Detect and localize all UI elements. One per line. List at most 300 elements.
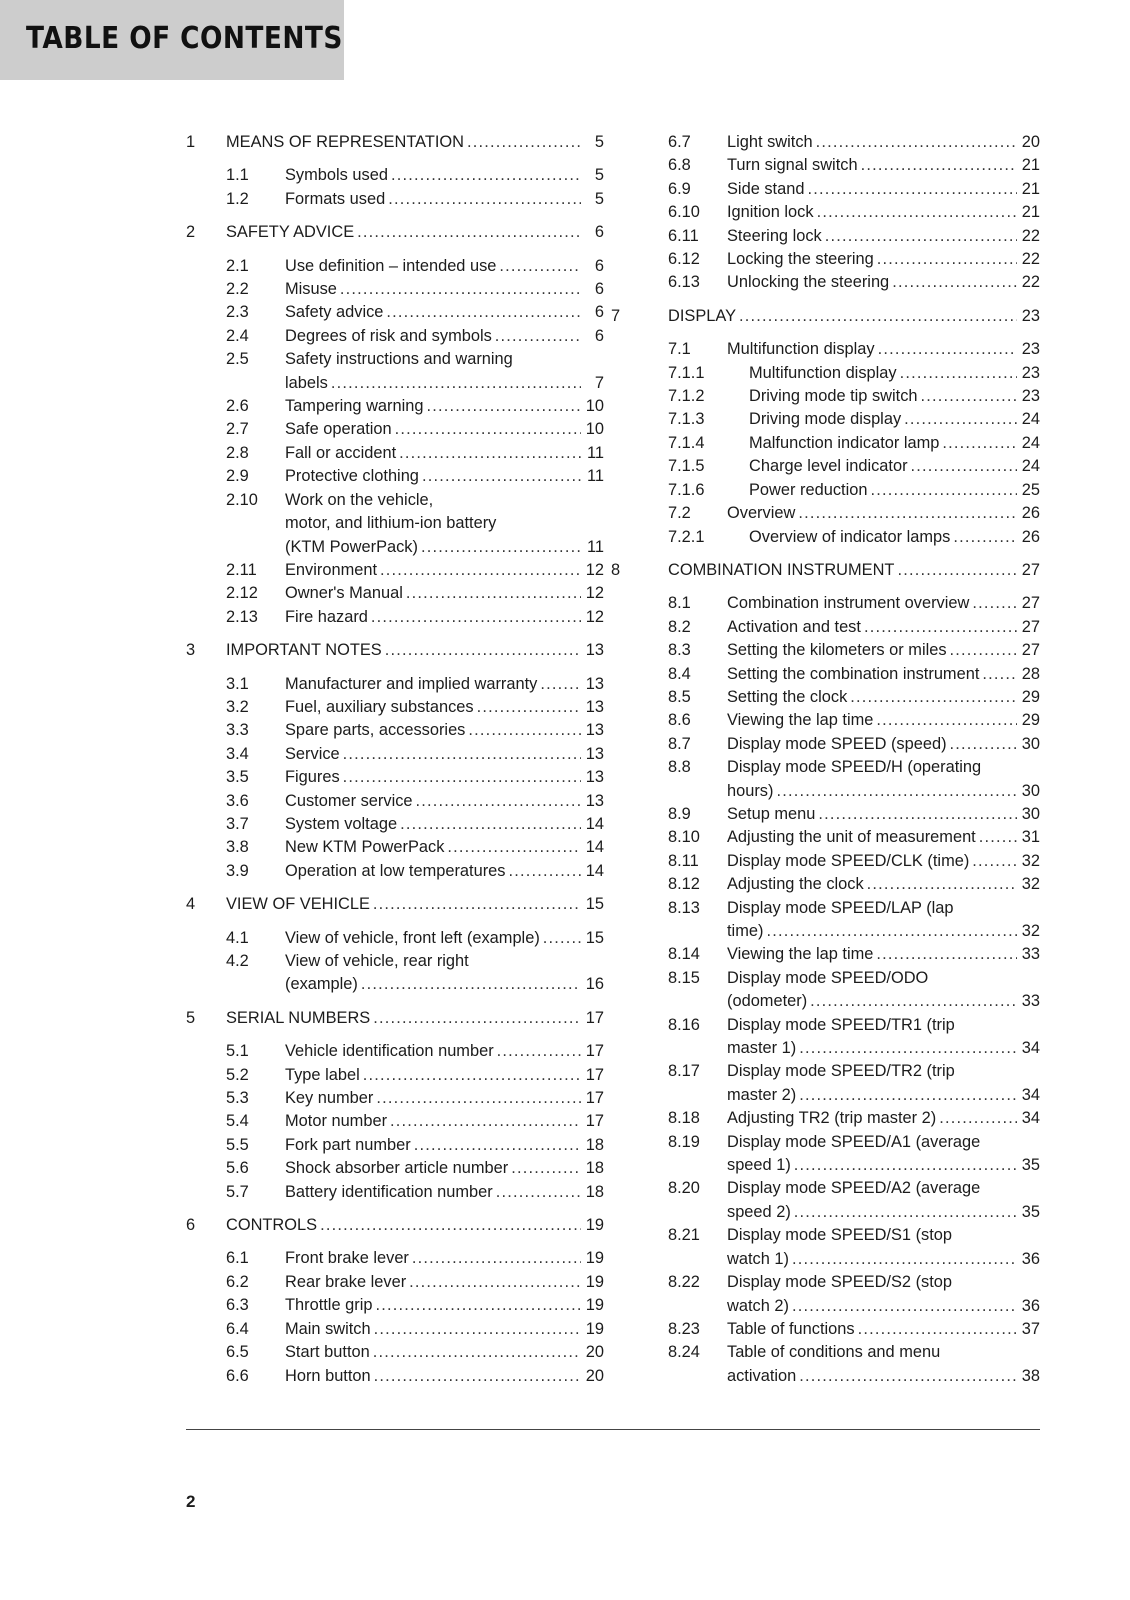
toc-entry-number: 3.2	[226, 697, 249, 716]
toc-entry[interactable]	[611, 733, 1040, 756]
toc-page-number: 12	[585, 560, 604, 579]
toc-entry-title: Table of conditions and menu	[727, 1343, 941, 1362]
toc-dot-leader	[412, 1247, 581, 1270]
toc-entry-number: 3.6	[226, 791, 249, 810]
toc-page-number: 23	[1021, 363, 1040, 382]
toc-page-number: 21	[1021, 179, 1040, 198]
toc-page-number: 17	[585, 1042, 604, 1061]
toc-entry[interactable]	[186, 790, 604, 813]
toc-entry[interactable]	[611, 850, 1040, 873]
toc-entry-title: Overview	[727, 504, 796, 523]
toc-dot-leader	[892, 271, 1017, 294]
toc-entry-title: Activation and test	[727, 617, 861, 636]
toc-entry-number: 6.4	[226, 1319, 249, 1338]
toc-entry[interactable]	[186, 836, 604, 859]
toc-entry-title: Turn signal switch	[727, 156, 858, 175]
toc-entry[interactable]	[186, 1365, 604, 1388]
toc-entry-number: 6.11	[668, 226, 699, 245]
toc-entry-number: 7.1.4	[668, 433, 705, 452]
toc-dot-leader	[373, 893, 581, 916]
toc-dot-leader	[477, 696, 581, 719]
toc-entry[interactable]	[186, 489, 604, 559]
toc-entry[interactable]	[611, 362, 1040, 385]
toc-entry[interactable]	[611, 408, 1040, 431]
toc-entry-number: 3.5	[226, 768, 249, 787]
toc-page-number: 6	[594, 303, 604, 322]
toc-dot-leader	[799, 1365, 1017, 1388]
toc-entry-number: 4.1	[226, 928, 249, 947]
toc-entry-title: Steering lock	[727, 226, 822, 245]
toc-page-number: 19	[585, 1319, 604, 1338]
toc-page-number: 34	[1021, 1085, 1040, 1104]
toc-entry-number: 8.22	[668, 1273, 700, 1292]
toc-page-number: 5	[594, 166, 604, 185]
toc-dot-leader	[807, 178, 1017, 201]
toc-entry-title: Battery identification number	[285, 1182, 493, 1201]
toc-page-number: 17	[585, 1112, 604, 1131]
footer-divider	[186, 1429, 1040, 1430]
toc-entry-title: Unlocking the steering	[727, 273, 890, 292]
toc-entry[interactable]	[611, 686, 1040, 709]
toc-dot-leader	[950, 639, 1017, 662]
toc-entry[interactable]	[611, 639, 1040, 662]
toc-entry[interactable]	[611, 178, 1040, 201]
toc-entry[interactable]	[611, 1131, 1040, 1178]
page-number: 2	[186, 1492, 196, 1511]
toc-entry[interactable]	[186, 606, 604, 629]
toc-entry-number: 7.1.2	[668, 387, 705, 406]
toc-entry[interactable]	[611, 663, 1040, 686]
toc-dot-leader	[897, 559, 1017, 582]
toc-entry-title: Display mode SPEED/A1 (average	[727, 1132, 981, 1151]
toc-entry-number: 6.3	[226, 1296, 249, 1315]
toc-entry[interactable]	[611, 1271, 1040, 1318]
toc-page-number: 10	[585, 397, 604, 416]
toc-entry[interactable]	[186, 696, 604, 719]
toc-dot-leader	[911, 455, 1017, 478]
toc-entry[interactable]	[186, 766, 604, 789]
toc-dot-leader	[799, 1084, 1017, 1107]
toc-entry-number: 2.5	[226, 350, 249, 369]
toc-page-number: 34	[1021, 1039, 1040, 1058]
toc-dot-leader	[391, 164, 581, 187]
toc-entry[interactable]	[186, 1087, 604, 1110]
toc-entry[interactable]	[611, 248, 1040, 271]
toc-entry-title: Adjusting TR2 (trip master 2)	[727, 1109, 937, 1128]
toc-dot-leader	[388, 188, 581, 211]
toc-entry[interactable]	[186, 278, 604, 301]
toc-entry-number: 7.1	[668, 340, 691, 359]
toc-entry[interactable]	[611, 1177, 1040, 1224]
toc-page-number: 23	[1021, 387, 1040, 406]
toc-entry-title: Throttle grip	[285, 1296, 373, 1315]
toc-entry-title: Light switch	[727, 133, 813, 151]
toc-entry[interactable]	[186, 1271, 604, 1294]
toc-entry-title: Horn button	[285, 1366, 371, 1385]
toc-page-number: 30	[1021, 804, 1040, 823]
toc-entry[interactable]	[186, 1181, 604, 1204]
toc-entry-number: 5.3	[226, 1089, 249, 1108]
toc-entry-number: 8.11	[668, 851, 699, 870]
toc-dot-leader	[497, 1040, 581, 1063]
toc-page-number: 25	[1021, 480, 1040, 499]
toc-entry[interactable]	[186, 164, 604, 187]
toc-entry[interactable]	[186, 813, 604, 836]
toc-page-number: 13	[585, 697, 604, 716]
toc-entry[interactable]	[611, 1224, 1040, 1271]
toc-page-number: 17	[585, 1008, 604, 1027]
toc-dot-leader	[386, 301, 581, 324]
toc-entry-number: 8.4	[668, 664, 691, 683]
toc-entry-title: speed 2)	[727, 1202, 791, 1221]
toc-page-number: 16	[585, 975, 604, 994]
toc-entry-number: 8.16	[668, 1015, 700, 1034]
toc-entry-number: 5.1	[226, 1042, 249, 1061]
toc-dot-leader	[858, 1318, 1017, 1341]
toc-entry-title: Display mode SPEED/TR2 (trip	[727, 1062, 955, 1081]
toc-entry-title: Symbols used	[285, 166, 388, 185]
toc-page-number: 5	[594, 133, 604, 151]
toc-entry[interactable]	[611, 1318, 1040, 1341]
toc-page-number: 13	[585, 674, 604, 693]
toc-entry-title: Driving mode display	[749, 410, 902, 429]
toc-page-number: 15	[585, 895, 604, 914]
toc-entry-title: Display mode SPEED/S2 (stop	[727, 1273, 953, 1292]
toc-entry-number: 2.11	[226, 560, 257, 579]
toc-dot-leader	[776, 780, 1017, 803]
toc-entry[interactable]	[611, 943, 1040, 966]
toc-entry[interactable]	[186, 301, 604, 324]
toc-dot-leader	[421, 536, 581, 559]
toc-dot-leader	[385, 639, 581, 662]
toc-chapter-entry[interactable]	[186, 1007, 604, 1030]
toc-dot-leader	[982, 663, 1017, 686]
toc-entry-number: 8.10	[668, 828, 700, 847]
toc-entry[interactable]	[611, 1060, 1040, 1107]
toc-dot-leader	[794, 1201, 1017, 1224]
toc-entry-number: 8.3	[668, 641, 691, 660]
toc-entry-number: 2.12	[226, 584, 258, 603]
toc-entry[interactable]	[186, 188, 604, 211]
toc-entry-number: 6.1	[226, 1249, 249, 1268]
toc-page-number: 14	[585, 838, 604, 857]
toc-entry-title: Front brake lever	[285, 1249, 409, 1268]
toc-page-number: 18	[585, 1135, 604, 1154]
toc-entry[interactable]	[186, 559, 604, 582]
toc-entry[interactable]	[186, 860, 604, 883]
toc-dot-leader	[374, 1318, 581, 1341]
toc-entry-title: Driving mode tip switch	[749, 387, 918, 406]
toc-entry[interactable]	[611, 201, 1040, 224]
toc-entry[interactable]	[186, 1040, 604, 1063]
toc-dot-leader	[876, 709, 1017, 732]
toc-entry-title: Ignition lock	[727, 203, 814, 222]
toc-entry-title: Adjusting the unit of measurement	[727, 828, 976, 847]
toc-dot-leader	[409, 1271, 581, 1294]
toc-entry-number: 5	[186, 1008, 196, 1027]
toc-dot-leader	[939, 1107, 1017, 1130]
toc-entry-number: 6.5	[226, 1343, 249, 1362]
toc-entry[interactable]	[611, 967, 1040, 1014]
toc-entry[interactable]	[611, 1107, 1040, 1130]
toc-entry-number: 3.3	[226, 721, 249, 740]
toc-page-number: 22	[1021, 226, 1040, 245]
toc-entry[interactable]	[186, 348, 604, 395]
toc-entry-title: speed 1)	[727, 1156, 791, 1175]
toc-column-right	[611, 131, 1040, 1388]
toc-entry[interactable]	[186, 1110, 604, 1133]
toc-entry[interactable]	[186, 719, 604, 742]
toc-entry[interactable]	[186, 1134, 604, 1157]
toc-entry[interactable]	[186, 1294, 604, 1317]
toc-page-number: 31	[1021, 828, 1040, 847]
toc-page-number: 21	[1021, 203, 1040, 222]
toc-entry[interactable]	[611, 225, 1040, 248]
toc-dot-leader	[390, 1110, 581, 1133]
toc-chapter-entry[interactable]	[186, 893, 604, 916]
toc-entry-number: 8.9	[668, 804, 691, 823]
toc-entry-title: Overview of indicator lamps	[749, 527, 951, 546]
toc-entry[interactable]	[611, 526, 1040, 549]
toc-dot-leader	[371, 606, 581, 629]
toc-entry-title: master 2)	[727, 1085, 797, 1104]
toc-page-number: 13	[585, 791, 604, 810]
toc-entry-number: 2.1	[226, 256, 249, 275]
toc-entry[interactable]	[186, 395, 604, 418]
toc-entry-title: Tampering warning	[285, 397, 424, 416]
toc-entry[interactable]	[186, 950, 604, 997]
toc-entry-title: master 1)	[727, 1039, 797, 1058]
toc-entry-number: 8.19	[668, 1132, 700, 1151]
toc-entry-title: Use definition – intended use	[285, 256, 497, 275]
toc-entry-number: 8.18	[668, 1109, 700, 1128]
toc-entry-title: Shock absorber article number	[285, 1159, 509, 1178]
toc-entry-number: 1.2	[226, 189, 249, 208]
toc-dot-leader	[373, 1007, 581, 1030]
toc-entry-number: 1	[186, 133, 196, 151]
toc-dot-leader	[792, 1248, 1017, 1271]
toc-entry-title: Setting the combination instrument	[727, 664, 980, 683]
toc-dot-leader	[878, 338, 1017, 361]
toc-page-number: 32	[1021, 851, 1040, 870]
toc-page-number: 12	[585, 584, 604, 603]
toc-entry-title: Formats used	[285, 189, 386, 208]
toc-entry-number: 6.13	[668, 273, 700, 292]
toc-entry[interactable]	[186, 325, 604, 348]
toc-entry-number: 7.2.1	[668, 527, 705, 546]
toc-entry-title: SERIAL NUMBERS	[226, 1008, 371, 1027]
toc-entry-number: 8.6	[668, 711, 691, 730]
toc-dot-leader	[540, 673, 581, 696]
toc-entry[interactable]	[611, 803, 1040, 826]
toc-entry-title: (odometer)	[727, 992, 808, 1011]
toc-dot-leader	[320, 1214, 581, 1237]
toc-entry-title: Viewing the lap time	[727, 945, 874, 964]
toc-page-number: 33	[1021, 945, 1040, 964]
toc-entry-number: 6.8	[668, 156, 691, 175]
toc-page-number: 37	[1021, 1319, 1040, 1338]
toc-entry[interactable]	[611, 873, 1040, 896]
toc-entry-number: 3.9	[226, 861, 249, 880]
toc-entry-number: 8.14	[668, 945, 700, 964]
toc-dot-leader	[400, 813, 581, 836]
toc-page-number: 20	[585, 1366, 604, 1385]
toc-dot-leader	[816, 131, 1017, 154]
toc-entry-title: Service	[285, 744, 340, 763]
toc-entry-title: hours)	[727, 781, 774, 800]
toc-dot-leader	[900, 362, 1017, 385]
toc-entry[interactable]	[186, 442, 604, 465]
toc-entry-title: Protective clothing	[285, 467, 419, 486]
toc-dot-leader	[511, 1157, 581, 1180]
toc-page-number: 13	[585, 768, 604, 787]
toc-column-left	[186, 131, 604, 1388]
toc-page-number: 29	[1021, 711, 1040, 730]
toc-entry-number: 3.7	[226, 814, 249, 833]
toc-dot-leader	[867, 873, 1017, 896]
toc-entry-number: 5.5	[226, 1135, 249, 1154]
toc-entry[interactable]	[611, 271, 1040, 294]
toc-entry-title: Operation at low temperatures	[285, 861, 506, 880]
toc-dot-leader	[416, 790, 581, 813]
toc-entry[interactable]	[186, 927, 604, 950]
toc-page-number: 5	[594, 189, 604, 208]
header-tab	[0, 0, 344, 80]
toc-page-number: 23	[1021, 306, 1040, 325]
toc-entry[interactable]	[611, 479, 1040, 502]
toc-entry[interactable]	[611, 338, 1040, 361]
toc-page-number: 22	[1021, 273, 1040, 292]
toc-entry[interactable]	[611, 455, 1040, 478]
toc-entry-title: COMBINATION INSTRUMENT	[668, 560, 895, 579]
toc-entry[interactable]	[611, 756, 1040, 803]
toc-entry-number: 2.3	[226, 303, 249, 322]
toc-entry[interactable]	[186, 582, 604, 605]
toc-entry[interactable]	[611, 1341, 1040, 1388]
toc-entry[interactable]	[611, 131, 1040, 154]
toc-dot-leader	[508, 860, 581, 883]
toc-entry-title: motor, and lithium-ion battery	[285, 514, 497, 533]
toc-dot-leader	[825, 225, 1017, 248]
toc-dot-leader	[499, 255, 581, 278]
toc-entry[interactable]	[611, 1014, 1040, 1061]
toc-entry[interactable]	[611, 432, 1040, 455]
toc-entry-title: Table of functions	[727, 1319, 855, 1338]
toc-entry-number: 5.6	[226, 1159, 249, 1178]
toc-entry[interactable]	[186, 1064, 604, 1087]
toc-entry[interactable]	[186, 1247, 604, 1270]
toc-page-number: 11	[586, 537, 604, 556]
toc-dot-leader	[979, 826, 1017, 849]
toc-entry[interactable]	[611, 616, 1040, 639]
toc-entry-title: Display mode SPEED/CLK (time)	[727, 851, 970, 870]
toc-dot-leader	[426, 395, 581, 418]
toc-page-number: 6	[594, 326, 604, 345]
toc-entry-number: 7	[611, 306, 621, 325]
toc-page-number: 34	[1021, 1109, 1040, 1128]
toc-page-number: 21	[1021, 156, 1040, 175]
toc-entry-title: View of vehicle, rear right	[285, 952, 469, 970]
toc-entry[interactable]	[186, 1318, 604, 1341]
toc-entry[interactable]	[186, 743, 604, 766]
toc-entry[interactable]	[611, 154, 1040, 177]
toc-entry-number: 8.24	[668, 1343, 700, 1362]
toc-dot-leader	[495, 325, 581, 348]
toc-entry-title: Safety instructions and warning	[285, 350, 513, 369]
toc-chapter-entry[interactable]	[611, 305, 1040, 328]
toc-entry-title: Setup menu	[727, 804, 816, 823]
toc-entry-number: 2.4	[226, 326, 249, 345]
toc-page-number: 27	[1021, 641, 1040, 660]
toc-entry-title: Owner's Manual	[285, 584, 403, 603]
toc-dot-leader	[363, 1064, 581, 1087]
toc-entry-title: CONTROLS	[226, 1216, 318, 1235]
toc-entry-number: 8.21	[668, 1226, 700, 1245]
toc-entry[interactable]	[611, 502, 1040, 525]
toc-page-number: 11	[586, 443, 604, 462]
toc-dot-leader	[921, 385, 1017, 408]
toc-page-number: 7	[594, 373, 604, 392]
toc-entry-number: 8.1	[668, 594, 691, 613]
toc-entry-title: Display mode SPEED/H (operating	[727, 758, 982, 777]
toc-entry-number: 3.4	[226, 744, 249, 763]
toc-entry-title: Type label	[285, 1065, 360, 1084]
toc-entry[interactable]	[186, 255, 604, 278]
toc-entry-title: Display mode SPEED/LAP (lap	[727, 898, 954, 917]
toc-entry[interactable]	[186, 1341, 604, 1364]
toc-chapter-entry[interactable]	[186, 639, 604, 662]
toc-chapter-entry[interactable]	[186, 221, 604, 244]
toc-entry[interactable]	[186, 673, 604, 696]
toc-page-number: 27	[1021, 560, 1040, 579]
toc-page-number: 13	[585, 721, 604, 740]
toc-dot-leader	[876, 943, 1017, 966]
toc-entry[interactable]	[186, 465, 604, 488]
toc-entry-title: Customer service	[285, 791, 413, 810]
toc-entry-title: watch 1)	[727, 1249, 789, 1268]
toc-dot-leader	[953, 526, 1017, 549]
toc-page-number: 19	[585, 1272, 604, 1291]
toc-dot-leader	[950, 733, 1017, 756]
toc-entry-title: Display mode SPEED/S1 (stop	[727, 1226, 953, 1245]
toc-page-number: 6	[594, 280, 604, 299]
toc-entry[interactable]	[186, 1157, 604, 1180]
toc-page-number: 26	[1021, 504, 1040, 523]
toc-dot-leader	[861, 154, 1017, 177]
toc-entry-number: 1.1	[226, 166, 249, 185]
toc-entry-number: 7.1.6	[668, 480, 705, 499]
toc-chapter-entry[interactable]	[186, 131, 604, 154]
toc-page-number: 24	[1021, 457, 1040, 476]
toc-entry[interactable]	[611, 897, 1040, 944]
toc-page-number: 17	[585, 1089, 604, 1108]
toc-entry[interactable]	[611, 826, 1040, 849]
toc-entry-number: 6.12	[668, 250, 700, 269]
toc-entry-number: 7.2	[668, 504, 691, 523]
toc-chapter-entry[interactable]	[611, 559, 1040, 582]
toc-entry[interactable]	[186, 418, 604, 441]
toc-entry[interactable]	[611, 709, 1040, 732]
toc-page-number: 35	[1021, 1202, 1040, 1221]
toc-entry-title: Setting the clock	[727, 687, 848, 706]
toc-entry-number: 6.7	[668, 133, 691, 151]
toc-entry[interactable]	[611, 385, 1040, 408]
toc-dot-leader	[794, 1154, 1017, 1177]
toc-entry-title: Malfunction indicator lamp	[749, 433, 940, 452]
toc-chapter-entry[interactable]	[186, 1214, 604, 1237]
toc-dot-leader	[467, 131, 581, 154]
toc-entry[interactable]	[611, 592, 1040, 615]
